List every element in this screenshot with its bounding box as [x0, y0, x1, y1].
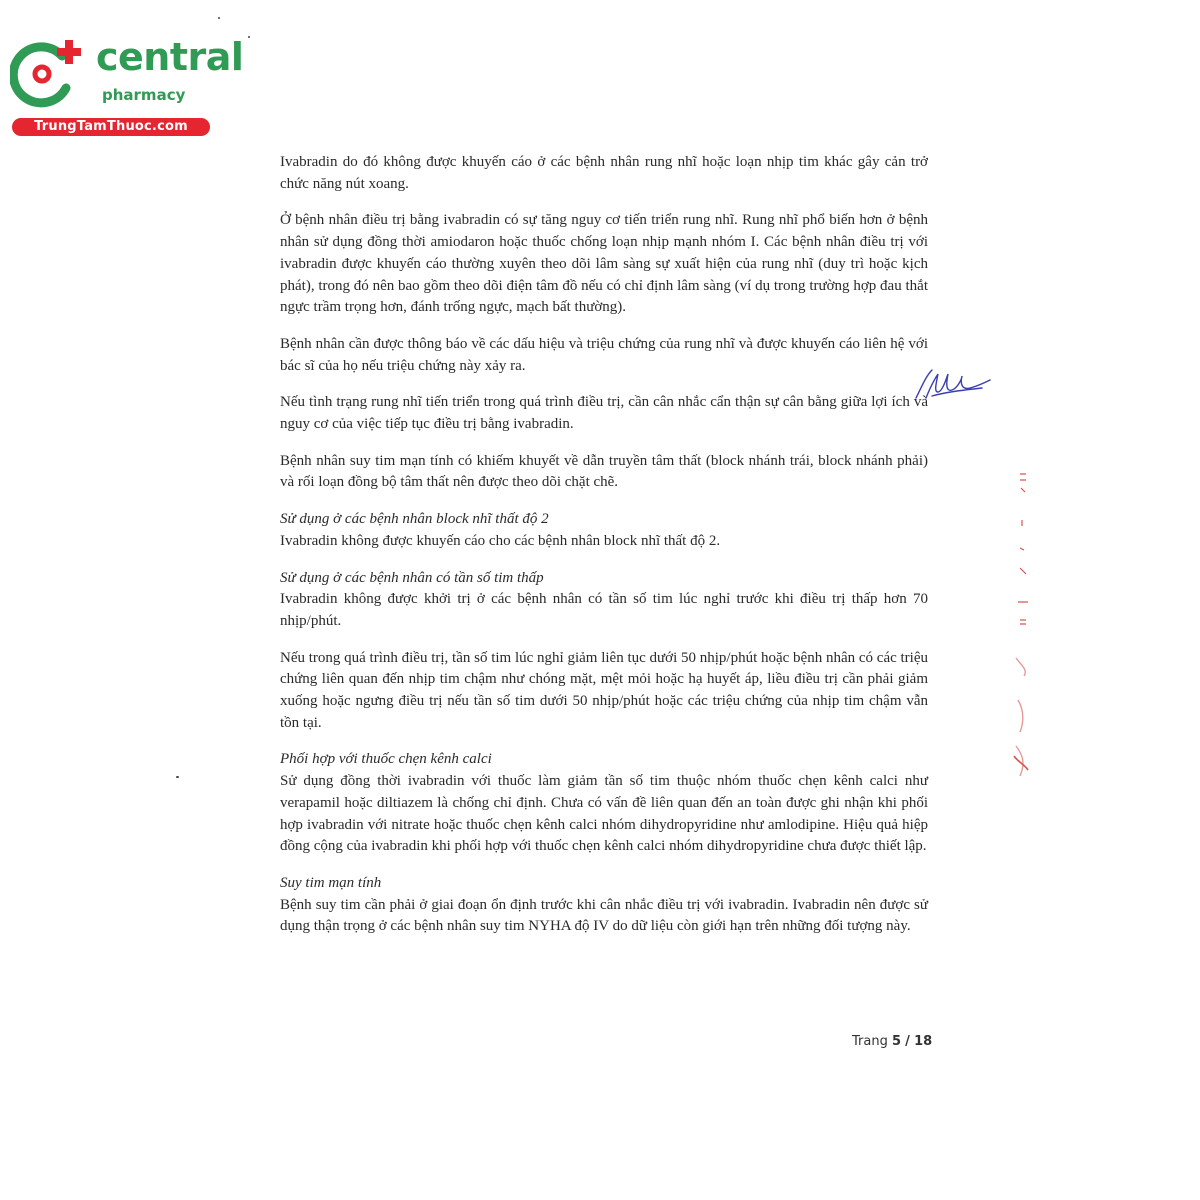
signature-icon [912, 362, 992, 407]
logo-site-banner: TrungTamThuoc.com [12, 118, 210, 136]
page-label: Trang [852, 1034, 888, 1049]
paragraph: Bệnh nhân suy tim mạn tính có khiếm khuyết về dẫn truyền tâm thất (block nhánh trái, block nhánh phải) và rối loạn đồng bộ tâm thất nên được theo dõi chặt chẽ. [280, 452, 928, 491]
paragraph: Nếu tình trạng rung nhĩ tiến triển trong quá trình điều trị, cần cân nhắc cẩn thận sự cân bằng giữa lợi ích và nguy cơ của việc tiếp tục điều trị bằng ivabradin. [280, 394, 928, 433]
paragraph: Ở bệnh nhân điều trị bằng ivabradin có sự tăng nguy cơ tiến triển rung nhĩ. Rung nhĩ phổ biến hơn ở bệnh nhân sử dụng đồng thời amiodaron hoặc thuốc chống loạn nhịp mạnh nhóm I. Các bệnh nhân điều trị với ivabradin được khuyến cáo thường xuyên theo dõi lâm sàng sự xuất hiện của rung nhĩ (duy trì hoặc kịch phát), trong đó nên bao gồm theo dõi điện tâm đồ nếu có chỉ định lâm sàng (ví dụ trong trường hợp đau thắt ngực trầm trọng hơn, đánh trống ngực, mạch bất thường). [280, 212, 928, 316]
stamp-edge-marks-icon [1004, 470, 1034, 795]
logo-brand-text: central [96, 35, 244, 79]
document-body [280, 152, 928, 953]
logo-mark-icon [10, 36, 94, 116]
scan-speck [218, 17, 220, 19]
paragraph: Ivabradin do đó không được khuyến cáo ở các bệnh nhân rung nhĩ hoặc loạn nhịp tim khác gây cản trở chức năng nút xoang. [280, 154, 928, 192]
section-heading: Sử dụng ở các bệnh nhân có tần số tim thấp [280, 569, 544, 586]
page-total: 18 [914, 1034, 933, 1049]
section-heading: Suy tim mạn tính [280, 874, 382, 891]
page-current: 5 [891, 1034, 902, 1049]
page-separator: / [905, 1034, 910, 1049]
paragraph: Sử dụng đồng thời ivabradin với thuốc làm giảm tần số tim thuộc nhóm thuốc chẹn kênh calci như verapamil hoặc diltiazem là chống chỉ định. Chưa có vấn đề liên quan đến an toàn được ghi nhận khi phối hợp ivabradin với nitrate hoặc thuốc chẹn kênh calci nhóm dihydropyridine như amlodipine. Hiệu quả hiệp đồng cộng của ivabradin khi phối hợp với thuốc chẹn kênh calci nhóm dihydropyridine chưa được thiết lập. [280, 773, 928, 855]
paragraph: Ivabradin không được khuyến cáo cho các bệnh nhân block nhĩ thất độ 2. [280, 532, 721, 549]
paragraph: Ivabradin không được khởi trị ở các bệnh nhân có tần số tim lúc nghỉ trước khi điều trị thấp hơn 70 nhịp/phút. [280, 591, 928, 629]
page-number [852, 1034, 932, 1049]
paragraph: Bệnh suy tim cần phải ở giai đoạn ổn định trước khi cân nhắc điều trị với ivabradin. Ivabradin nên được sử dụng thận trọng ở các bệnh nhân suy tim NYHA độ IV do dữ liệu còn giới hạn trên những đối tượng này. [280, 896, 928, 935]
brand-logo [10, 35, 244, 136]
logo-sub-text: pharmacy [102, 86, 186, 104]
section-heading: Sử dụng ở các bệnh nhân block nhĩ thất độ 2 [280, 511, 549, 528]
scan-speck [176, 776, 179, 778]
paragraph: Nếu trong quá trình điều trị, tần số tim lúc nghỉ giảm liên tục dưới 50 nhịp/phút hoặc bệnh nhân có các triệu chứng liên quan đến nhịp tim chậm như chóng mặt, mệt mỏi hoặc hạ huyết áp, liều điều trị cần phải giảm xuống hoặc ngưng điều trị nếu tần số tim dưới 50 nhịp/phút hoặc các triệu chứng của nhịp tim chậm vẫn tồn tại. [280, 649, 928, 731]
section-heading: Phối hợp với thuốc chẹn kênh calci [280, 751, 492, 768]
scan-speck [248, 36, 250, 38]
paragraph: Bệnh nhân cần được thông báo về các dấu hiệu và triệu chứng của rung nhĩ và được khuyến cáo liên hệ với bác sĩ của họ nếu triệu chứng này xảy ra. [280, 335, 928, 374]
